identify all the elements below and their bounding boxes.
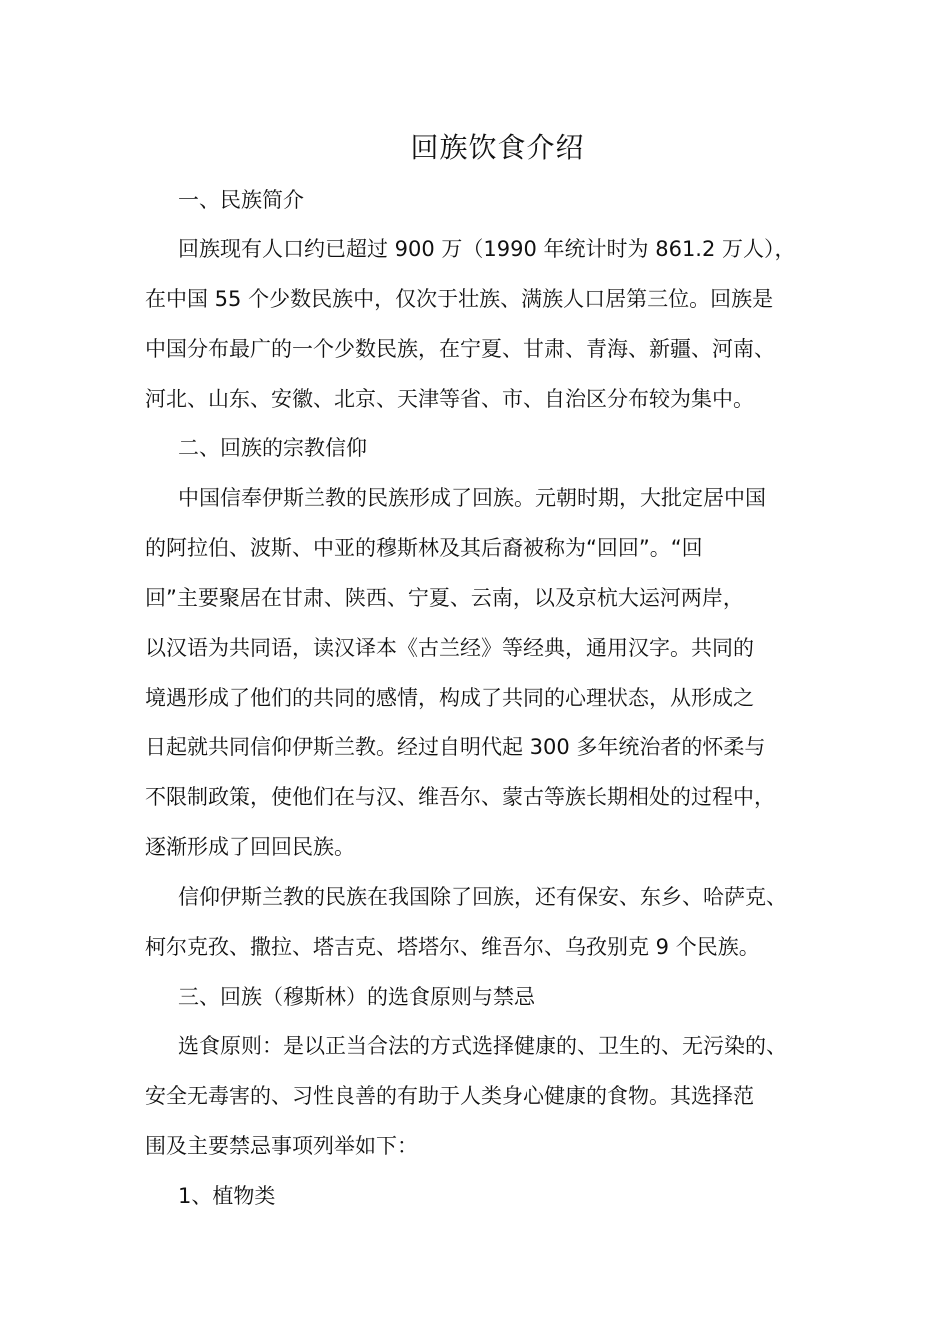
paragraph-line: 中国信奉伊斯兰教的民族形成了回族。元朝时期，大批定居中国 [178, 486, 766, 510]
paragraph-line: 在中国 55 个少数民族中，仅次于壮族、满族人口居第三位。回族是 [145, 287, 774, 311]
paragraph-line: 信仰伊斯兰教的民族在我国除了回族，还有保安、东乡、哈萨克、 [178, 885, 787, 909]
paragraph-line: 的阿拉伯、波斯、中亚的穆斯林及其后裔被称为“回回”。“回 [145, 536, 703, 560]
paragraph-line: 不限制政策，使他们在与汉、维吾尔、蒙古等族长期相处的过程中， [145, 785, 775, 809]
paragraph-line: 回族现有人口约已超过 900 万（1990 年统计时为 861.2 万人）， [178, 237, 796, 261]
subheading-plants: 1、植物类 [178, 1184, 276, 1208]
paragraph-line: 中国分布最广的一个少数民族，在宁夏、甘肃、青海、新疆、河南、 [145, 337, 775, 361]
paragraph-line: 围及主要禁忌事项列举如下： [145, 1134, 418, 1158]
heading-ethnic-intro: 一、民族简介 [178, 188, 304, 212]
document-title: 回族饮食介绍 [410, 131, 585, 164]
paragraph-line: 安全无毒害的、习性良善的有助于人类身心健康的食物。其选择范 [145, 1084, 754, 1108]
paragraph-line: 以汉语为共同语，读汉译本《古兰经》等经典，通用汉字。共同的 [145, 636, 754, 660]
paragraph-line: 回”主要聚居在甘肃、陕西、宁夏、云南，以及京杭大运河两岸， [145, 586, 744, 610]
paragraph-line: 日起就共同信仰伊斯兰教。经过自明代起 300 多年统治者的怀柔与 [145, 735, 766, 759]
heading-religion: 二、回族的宗教信仰 [178, 436, 367, 460]
paragraph-line: 逐渐形成了回回民族。 [145, 835, 355, 859]
paragraph-line: 河北、山东、安徽、北京、天津等省、市、自治区分布较为集中。 [145, 387, 754, 411]
paragraph-line: 境遇形成了他们的共同的感情，构成了共同的心理状态，从形成之 [145, 686, 754, 710]
paragraph-line: 选食原则：是以正当合法的方式选择健康的、卫生的、无污染的、 [178, 1034, 787, 1058]
heading-diet-principles: 三、回族（穆斯林）的选食原则与禁忌 [178, 985, 535, 1009]
paragraph-line: 柯尔克孜、撒拉、塔吉克、塔塔尔、维吾尔、乌孜别克 9 个民族。 [145, 935, 760, 959]
